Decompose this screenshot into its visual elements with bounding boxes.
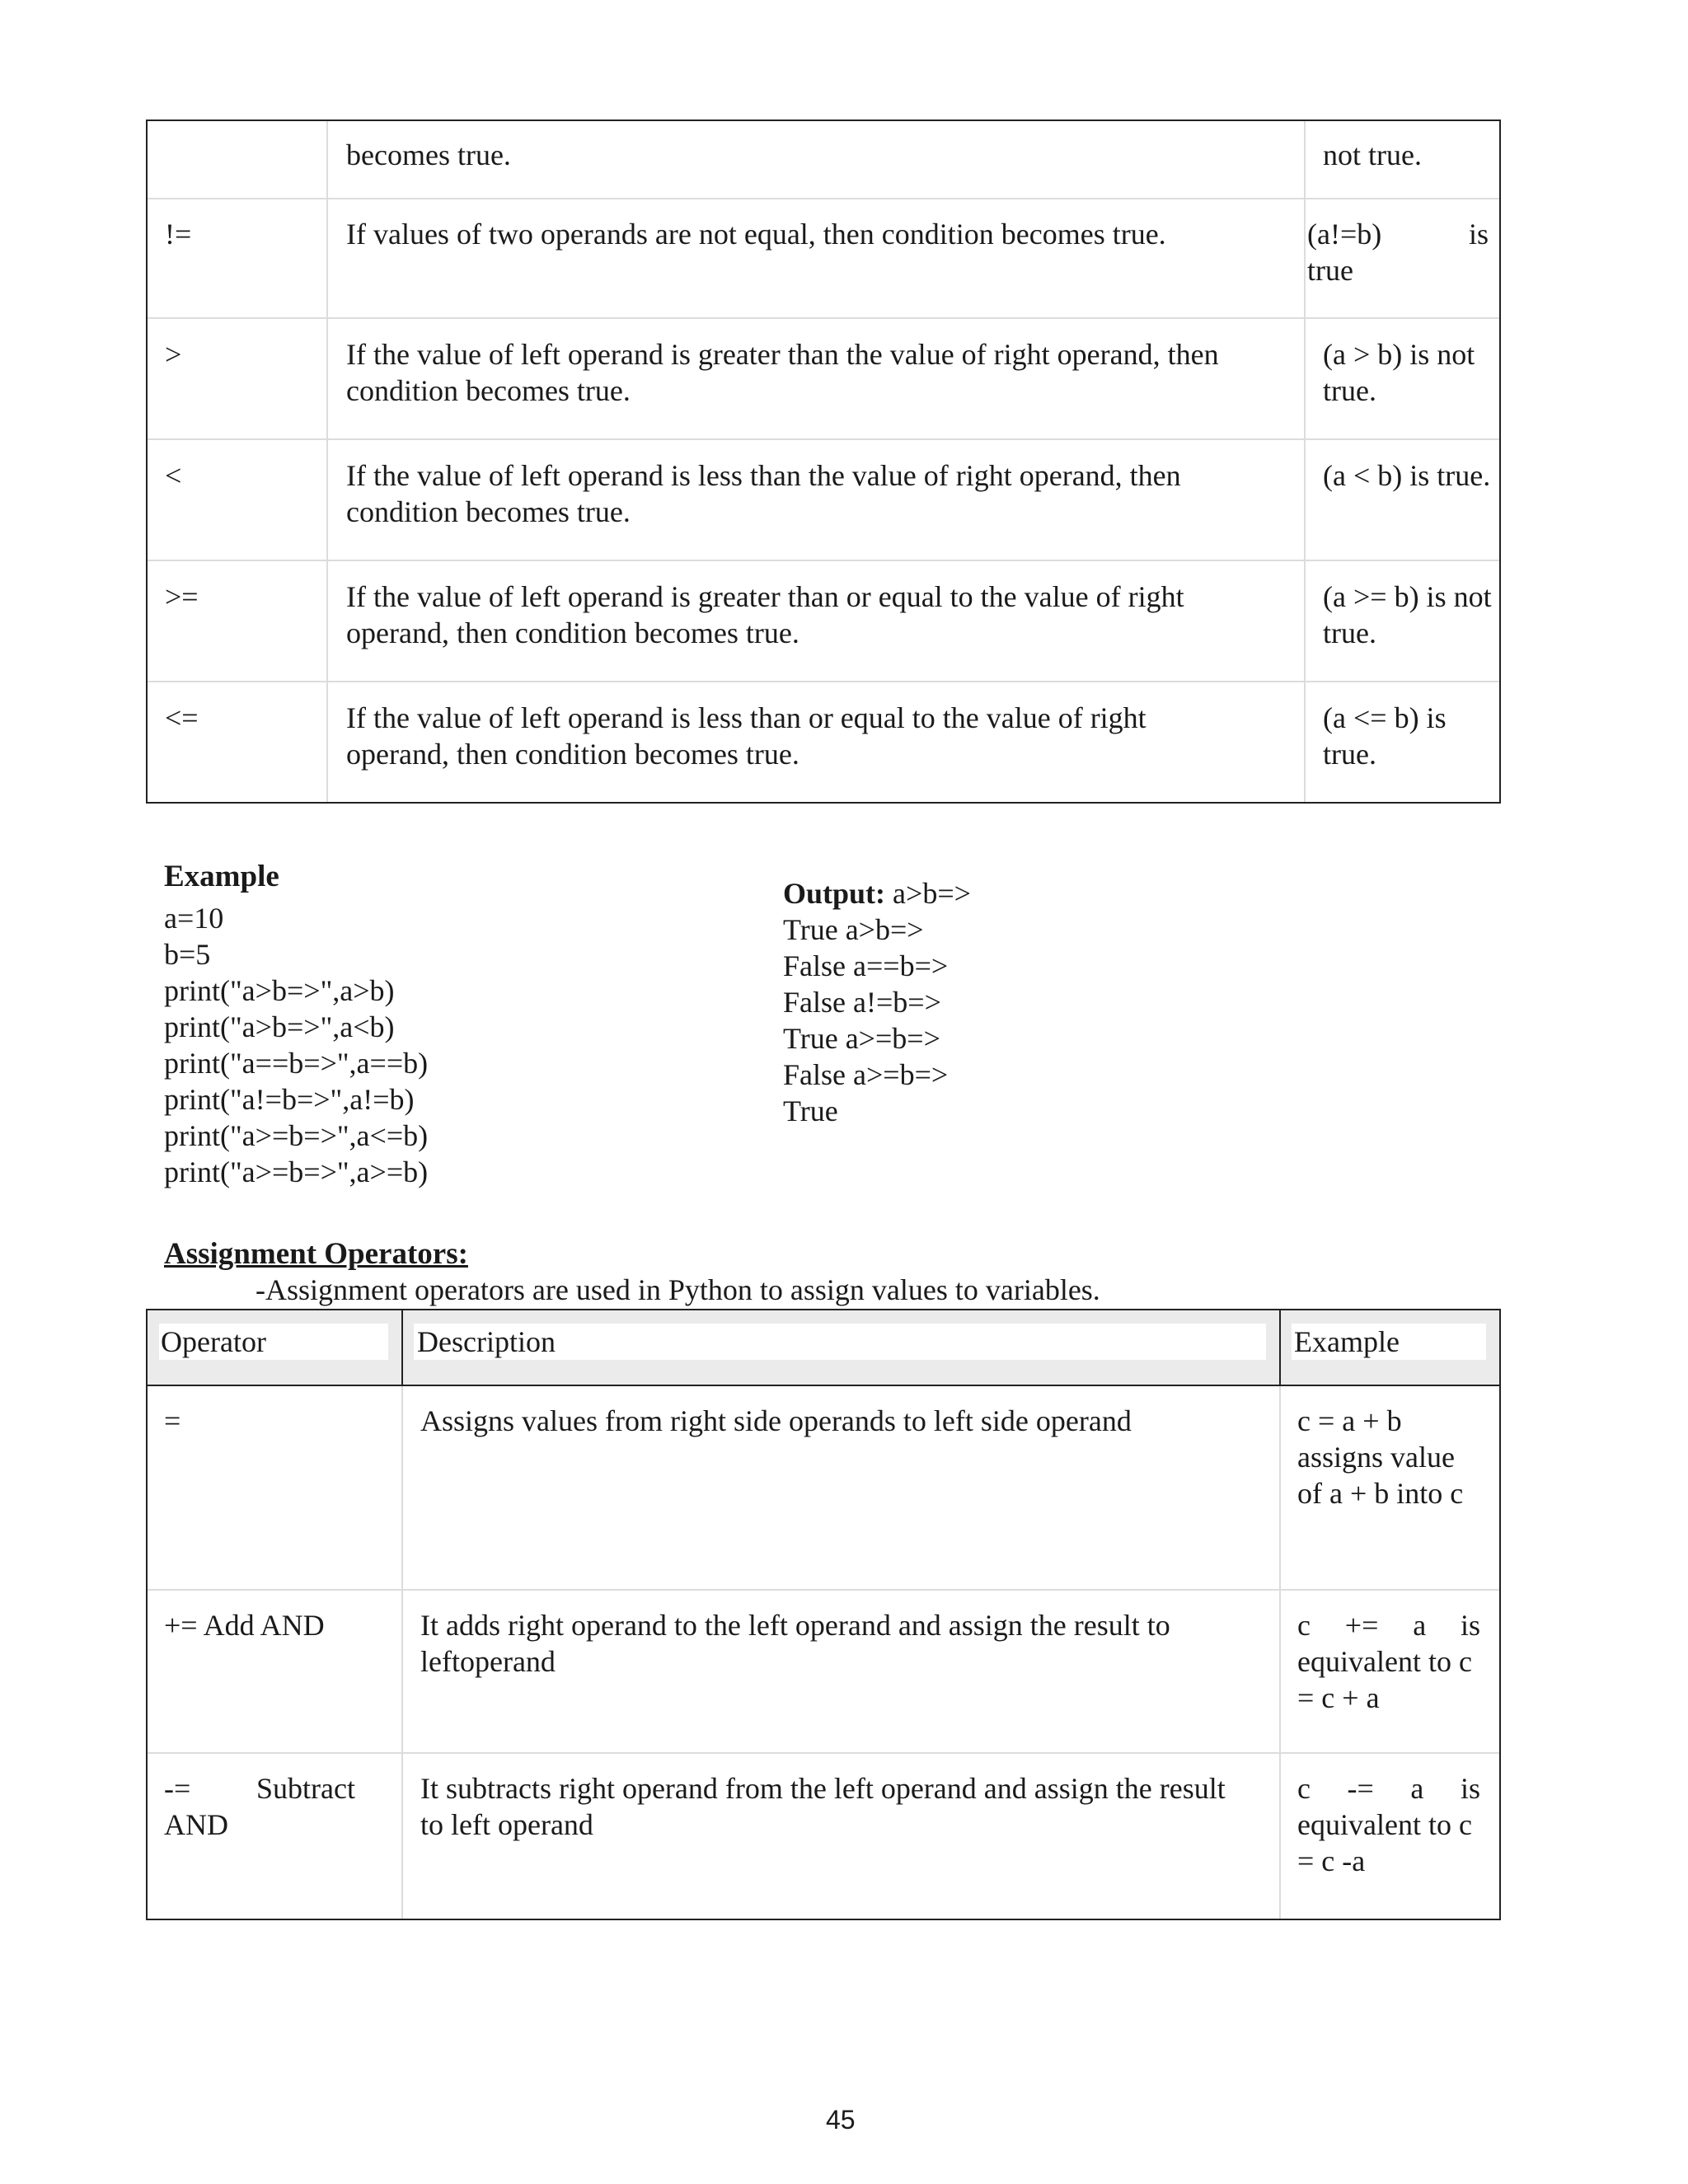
table-cell-operator: >=	[165, 580, 199, 613]
table-cell-description: It subtracts right operand from the left operand and assign the result to left operand	[420, 1772, 1226, 1841]
table-header-divider	[401, 1310, 403, 1386]
table-cell-example: not true.	[1323, 138, 1422, 171]
table-cell-operator: <=	[165, 701, 199, 734]
table-divider	[148, 1589, 1499, 1591]
table-cell-example: true	[1307, 254, 1353, 287]
table-cell-description: becomes true.	[346, 138, 511, 171]
table-divider	[326, 121, 328, 802]
table-cell-description: If the value of left operand is greater than or equal to the value of right operand, then condition becomes true.	[346, 580, 1184, 649]
table-divider	[1279, 1386, 1281, 1919]
table-cell-example: is	[1469, 218, 1489, 251]
table-cell-operator: !=	[165, 218, 192, 251]
table-divider	[401, 1386, 403, 1919]
page-number: 45	[826, 2105, 856, 2135]
table-cell-description: It adds right operand to the left operand and assign the result to leftoperand	[420, 1609, 1170, 1678]
table-cell-example: (a!=b)	[1307, 218, 1382, 251]
table-header-divider	[1279, 1310, 1281, 1386]
table-cell-operator: += Add AND	[164, 1609, 325, 1642]
table-cell-example: c = a + b assigns value of a + b into c	[1297, 1404, 1464, 1510]
table-cell-example: (a <= b) is true.	[1323, 701, 1447, 771]
table-cell-example: (a < b) is true.	[1323, 459, 1491, 492]
table-cell-operator: =	[164, 1404, 181, 1437]
table-divider	[148, 681, 1499, 682]
output-first-line: a>b=>	[893, 877, 971, 910]
table-cell-operator: >	[165, 338, 182, 371]
table-divider	[148, 438, 1499, 440]
header-example: Example	[1294, 1325, 1400, 1358]
header-description: Description	[417, 1325, 556, 1358]
table-cell-example: (a > b) is not true.	[1323, 338, 1475, 407]
table-divider	[148, 1752, 1499, 1754]
table-cell-operator: -= Subtract AND	[164, 1772, 355, 1841]
assignment-heading: Assignment Operators:	[164, 1237, 468, 1271]
table-divider	[148, 198, 1499, 199]
table-cell-operator: <	[165, 459, 182, 492]
assignment-intro: -Assignment operators are used in Python to assign values to variables.	[256, 1273, 1100, 1306]
table-cell-example: (a >= b) is not true.	[1323, 580, 1492, 649]
example-code: a=10 b=5 print("a>b=>",a>b) print("a>b=>",a<b) print("a==b=>",a==b) print("a!=b=>",a!=b) print("a>=b=>",a<=b) print("a>=b=>",a>=b)	[164, 902, 429, 1188]
table-divider	[148, 317, 1499, 319]
table-divider	[1304, 121, 1306, 802]
table-cell-description: If the value of left operand is less than or equal to the value of right operand, then condition becomes true.	[346, 701, 1146, 771]
header-operator: Operator	[161, 1325, 266, 1358]
table-cell-description: Assigns values from right side operands to left side operand	[420, 1404, 1132, 1437]
table-cell-description: If the value of left operand is greater than the value of right operand, then condition becomes true.	[346, 338, 1219, 407]
table-header-rule	[148, 1385, 1499, 1386]
table-cell-example: c += a is equivalent to c = c + a	[1297, 1609, 1480, 1714]
table-cell-description: If the value of left operand is less than the value of right operand, then condition becomes true.	[346, 459, 1181, 528]
table-cell-example: c -= a is equivalent to c = c -a	[1297, 1772, 1480, 1877]
example-heading: Example	[164, 860, 279, 893]
output-block	[783, 875, 971, 1129]
table-divider	[148, 560, 1499, 561]
table-cell-description: If values of two operands are not equal, then condition becomes true.	[346, 218, 1166, 251]
output-lines: True a>b=> False a==b=> False a!=b=> True a>=b=> False a>=b=> True	[783, 913, 949, 1127]
output-label: Output:	[783, 877, 886, 910]
